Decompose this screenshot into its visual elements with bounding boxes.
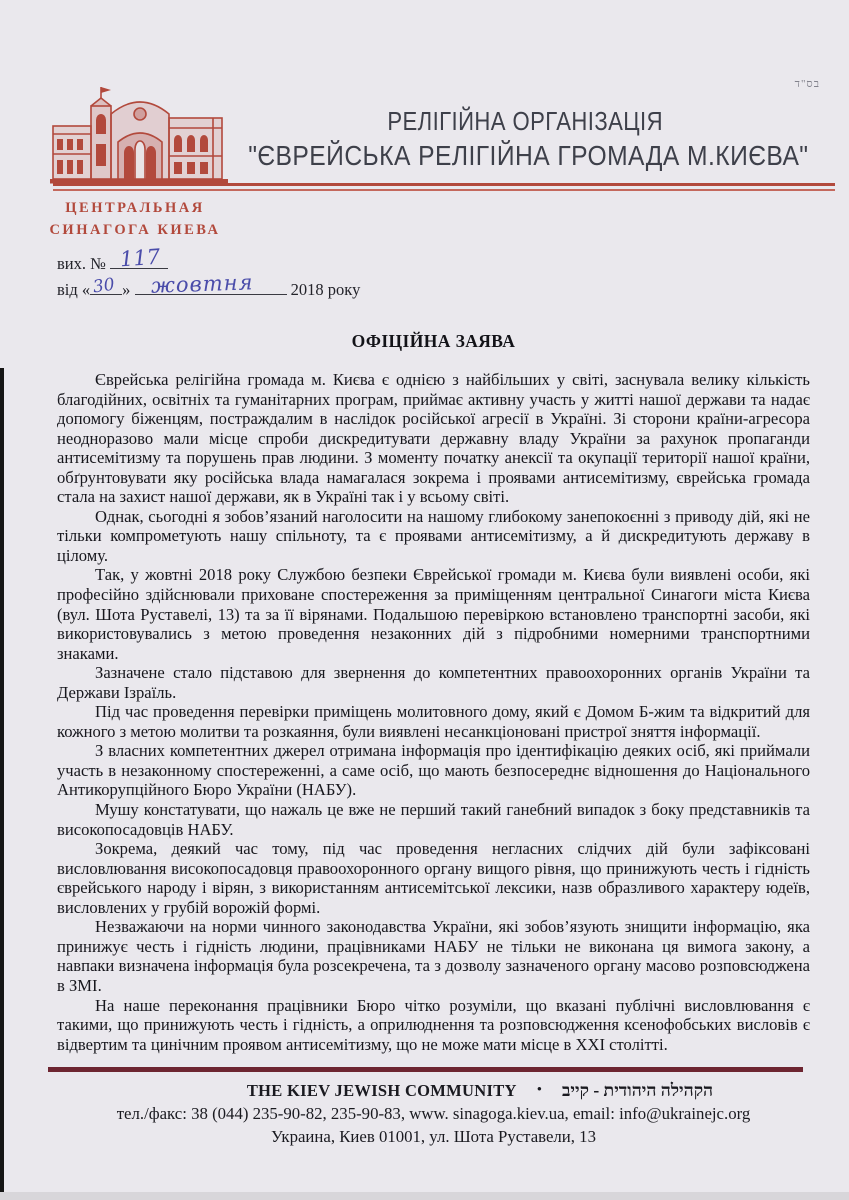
bullet-separator: •: [536, 1082, 542, 1098]
paragraph: З власних компетентних джерел отримана інформація про ідентифікацію деяких осіб, які приймали участь в незаконному спостереженні, а саме осіб, що мають безпосереднє відношення до Національного Антикорупційного Бюро України (НАБУ).: [57, 741, 810, 800]
date-row: [57, 270, 477, 306]
paragraph: Зокрема, деякий час тому, під час проведення негласних слідчих дій були зафіксовані висловлювання високопосадовця правоохоронного органу вищого рівня, що принижують честь і гідність єврейського народу і вірян, з використанням антисемітської лексики, назв образливого характеру юдеїв, висловлених у грубій ворожій формі.: [57, 839, 810, 917]
paragraph: Незважаючи на норми чинного законодавства України, які зобов’язують знищити інформацію, яка принижує честь і гідність людини, працівниками НАБУ не тільки не виконана ця вимога закону, а навпаки визначена інформація була розсекречена, та з дозволу зазначеного органу масово розповсюджена в ЗМІ.: [57, 917, 810, 995]
paragraph: Під час проведення перевірки приміщень молитовного дому, який є Домом Б-жим та відкритий для кожного з метою молитви та розкаяння, були виявлені несанкціоновані пристрої зняття інформації.: [57, 702, 810, 741]
document-title: ОФІЦІЙНА ЗАЯВА: [351, 331, 516, 351]
scan-edge-strip-left: [0, 368, 4, 1200]
letterhead-rule-thick: [53, 183, 835, 186]
outgoing-number-row: [57, 244, 477, 280]
paragraph: Зазначене стало підставою для звернення до компетентних правоохоронних органів України та Держави Ізраїль.: [57, 663, 810, 702]
handwritten-outgoing-number: 117: [119, 244, 161, 272]
logo-caption: [20, 197, 250, 241]
date-month-line: [135, 270, 287, 298]
footer-address-line: Украина, Киев 01001, ул. Шота Руставели, 13: [271, 1127, 596, 1146]
organization-type: РЕЛІГІЙНА ОРГАНІЗАЦІЯ: [387, 106, 663, 136]
synagogue-building-icon: [50, 84, 228, 186]
logo-caption-line2: СИНАГОГА КИЕВА: [49, 222, 221, 238]
paragraph: Єврейська релігійна громада м. Києва є однією з найбільших у світі, заснувала велику кількість благодійних, освітніх та гуманітарних програм, приймає активну участь у житті нашої держави та надає допомогу біженцям, постраждалим в наслідок російської агресії в Україні. Зі сторони країни-агресора неодноразово мали місце спроби дискредитувати державну владу України за рахунок пропаганди антисемітизму та порушень прав людини. З моменту початку анексії та окупації території нашої країни, обґрунтовувати яку російська влада намагалася зокрема і проявами антисемітизму, єврейська громада стала на захист нашої держави, як в Україні так і у всьому світі.: [57, 370, 810, 507]
reference-block: [57, 244, 477, 306]
organization-title: [210, 106, 840, 172]
footer-community-line: [140, 1080, 820, 1101]
paragraph: Так, у жовтні 2018 року Службою безпеки Єврейської громади м. Києва були виявлені особи, які професійно здійснювали приховане спостереження за приміщенням центральної Синагоги міста Києва (вул. Шота Руставелі, 13) та за її вірянами. Подальшою перевіркою встановлено транспортні засоби, які використовувались з метою проведення незаконних дій з підробними номерними транспортними знаками.: [57, 565, 810, 663]
footer-community-en: THE KIEV JEWISH COMMUNITY: [246, 1081, 517, 1100]
date-quote-close: »: [122, 280, 131, 299]
date-day-line: [90, 274, 122, 298]
logo-caption-line1: ЦЕНТРАЛЬНАЯ: [65, 200, 205, 216]
footer-contacts-line: тел./факс: 38 (044) 235-90-82, 235-90-83, www. sinagoga.kiev.ua, email: info@ukrainejc.org: [116, 1104, 751, 1123]
scan-edge-strip-bottom: [0, 1192, 849, 1200]
hebrew-bsd-mark: בס"ד: [794, 78, 820, 90]
footer-rule: [48, 1067, 803, 1072]
paragraph: Мушу констатувати, що нажаль це вже не перший такий ганебний випадок з боку представників та високопосадовців НАБУ.: [57, 800, 810, 839]
footer-community-he: הקהילה היהודית - קייב: [561, 1080, 714, 1100]
document-body: [57, 370, 810, 1054]
paragraph: На наше переконання працівники Бюро чітко розуміли, що вказані публічні висловлювання є такими, що принижують честь і гідність, а оприлюднення та розповсюдження ксенофобських висловів є відвертим та цинічним проявом антисемітизму, що не може мати місце в XXI столітті.: [57, 995, 810, 1054]
letterhead-rule-thin: [53, 189, 835, 191]
outgoing-number-line: [110, 244, 168, 272]
paragraph: Однак, сьогодні я зобов’язаний наголосити на нашому глибокому занепокоєнні з приводу дій, які не тільки компрометують нашу спільноту, та є проявами антисемітизму, а й дискредитують державу в цілому.: [57, 506, 810, 565]
date-year: 2018 року: [290, 280, 361, 299]
outgoing-number-label: вих. №: [57, 254, 106, 273]
organization-name: "ЄВРЕЙСЬКА РЕЛІГІЙНА ГРОМАДА М.КИЄВА": [248, 140, 809, 171]
handwritten-day: 30: [91, 274, 117, 298]
date-prefix: від «: [57, 280, 91, 299]
handwritten-month: жовтня: [150, 270, 254, 298]
